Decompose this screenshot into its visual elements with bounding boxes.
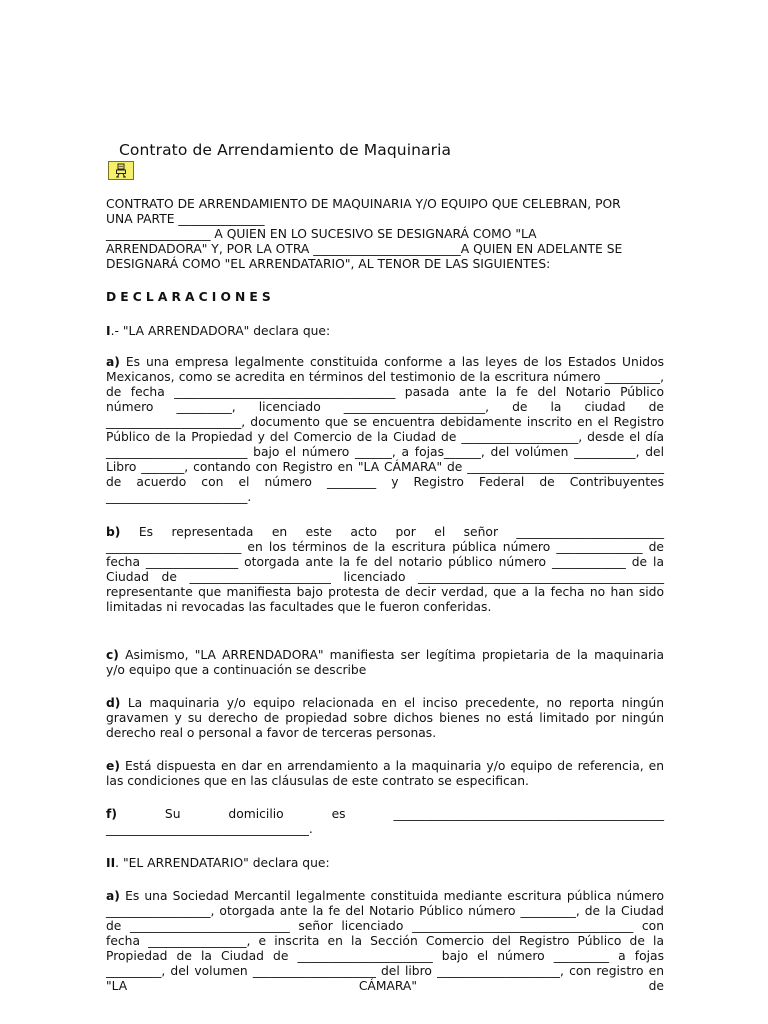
paragraph-e-text: Está dispuesta en dar en arrendamiento a la maquinaria y/o equipo de referencia, en las condiciones que en las cláusulas de este contrato se especifican. (106, 759, 664, 788)
paragraph-II-a-text: Es una Sociedad Mercantil legalmente constituida mediante escritura pública número _________________, otorgada ante la fe del Notario Público número _________, de la Ciudad de __________________________ señor licenciado ____________________________________ con fecha ________________, e inscrita en la Sección Comercio del Registro Público de la Propiedad de la Ciudad de ______________________ bajo el número _________ a fojas _________, del volumen ____________________ del libro ____________________, con registro en "LA CÁMARA" de (106, 889, 664, 993)
section-I-number: I (106, 324, 111, 338)
paragraph-d-label: d) (106, 696, 121, 710)
section-II-text: . "EL ARRENDATARIO" declara que: (115, 856, 330, 870)
intro-line-3: _________________ A QUIEN EN LO SUCESIVO SE DESIGNARÁ COMO "LA (106, 227, 537, 241)
paragraph-a-text: Es una empresa legalmente constituida conforme a las leyes de los Estados Unidos Mexicanos, como se acredita en términos del testimonio de la escritura número _________, de fecha ____________________________________ pasada ante la fe del Notario Público número _________, licenciado _______________________, de la ciudad de ______________________, documento que se encuentra debidamente inscrito en el Registro Público de la Propiedad y del Comercio de la Ciudad de ___________________, desde el día _______________________ bajo el número ______, a fojas______, del volúmen __________, del Libro _______, contando con Registro en "LA CÁMARA" de ________________________________ de acuerdo con el número ________ y Registro Federal de Contribuyentes _______________________. (106, 355, 665, 504)
paragraph-b (106, 525, 664, 615)
paragraph-d-text: La maquinaria y/o equipo relacionada en el inciso precedente, no reporta ningún gravamen y su derecho de propiedad sobre dichos bienes no está limitado por ningún derecho real o personal a favor de terceras personas. (106, 696, 664, 740)
intro-line-4: ARRENDADORA" Y, POR LA OTRA ________________________A QUIEN EN ADELANTE SE (106, 242, 623, 256)
paragraph-c (106, 648, 664, 678)
intro-line-2: UNA PARTE ______________ (106, 212, 265, 226)
paragraph-b-text: Es representada en este acto por el señor ________________________ ______________________ en los términos de la escritura pública número ______________ de fecha _______________ otorgada ante la fe del notario público número ____________ de la Ciudad de _______________________ licenciado ________________________________________ representante que manifiesta bajo protesta de decir verdad, que a la fecha no han sido limitadas ni revocadas las facultades que le fueron conferidas. (106, 525, 664, 614)
paragraph-e-label: e) (106, 759, 120, 773)
paragraph-f-line-1: Su domicilio es ____________________________________________ (164, 807, 664, 821)
intro-line-1: CONTRATO DE ARRENDAMIENTO DE MAQUINARIA Y/O EQUIPO QUE CELEBRAN, POR (106, 197, 621, 211)
declaraciones-heading: DECLARACIONES (106, 290, 275, 304)
paragraph-e (106, 759, 664, 789)
paragraph-f-label: f) (106, 807, 117, 821)
section-II-number: II (106, 856, 116, 870)
paragraph-d (106, 696, 664, 741)
intro-paragraph (106, 197, 664, 272)
paragraph-f-line-2: _________________________________. (106, 822, 313, 836)
paragraph-II-a-label: a) (106, 889, 120, 903)
document-title: Contrato de Arrendamiento de Maquinaria (119, 141, 452, 159)
paragraph-c-label: c) (106, 648, 119, 662)
paragraph-b-label: b) (106, 525, 121, 539)
clipart-figure-icon (109, 162, 133, 179)
paragraph-f (106, 807, 664, 837)
paragraph-a-label: a) (106, 355, 120, 369)
embedded-object-icon[interactable] (108, 161, 134, 180)
paragraph-II-a (106, 889, 664, 994)
section-I-heading (106, 324, 664, 339)
paragraph-c-text: Asimismo, "LA ARRENDADORA" manifiesta ser legítima propietaria de la maquinaria y/o equipo que a continuación se describe (106, 648, 664, 677)
section-I-text: .- "LA ARRENDADORA" declara que: (110, 324, 331, 338)
paragraph-a (106, 355, 664, 505)
intro-line-5: DESIGNARÁ COMO "EL ARRENDATARIO", AL TENOR DE LAS SIGUIENTES: (106, 257, 551, 271)
section-II-heading (106, 856, 664, 871)
